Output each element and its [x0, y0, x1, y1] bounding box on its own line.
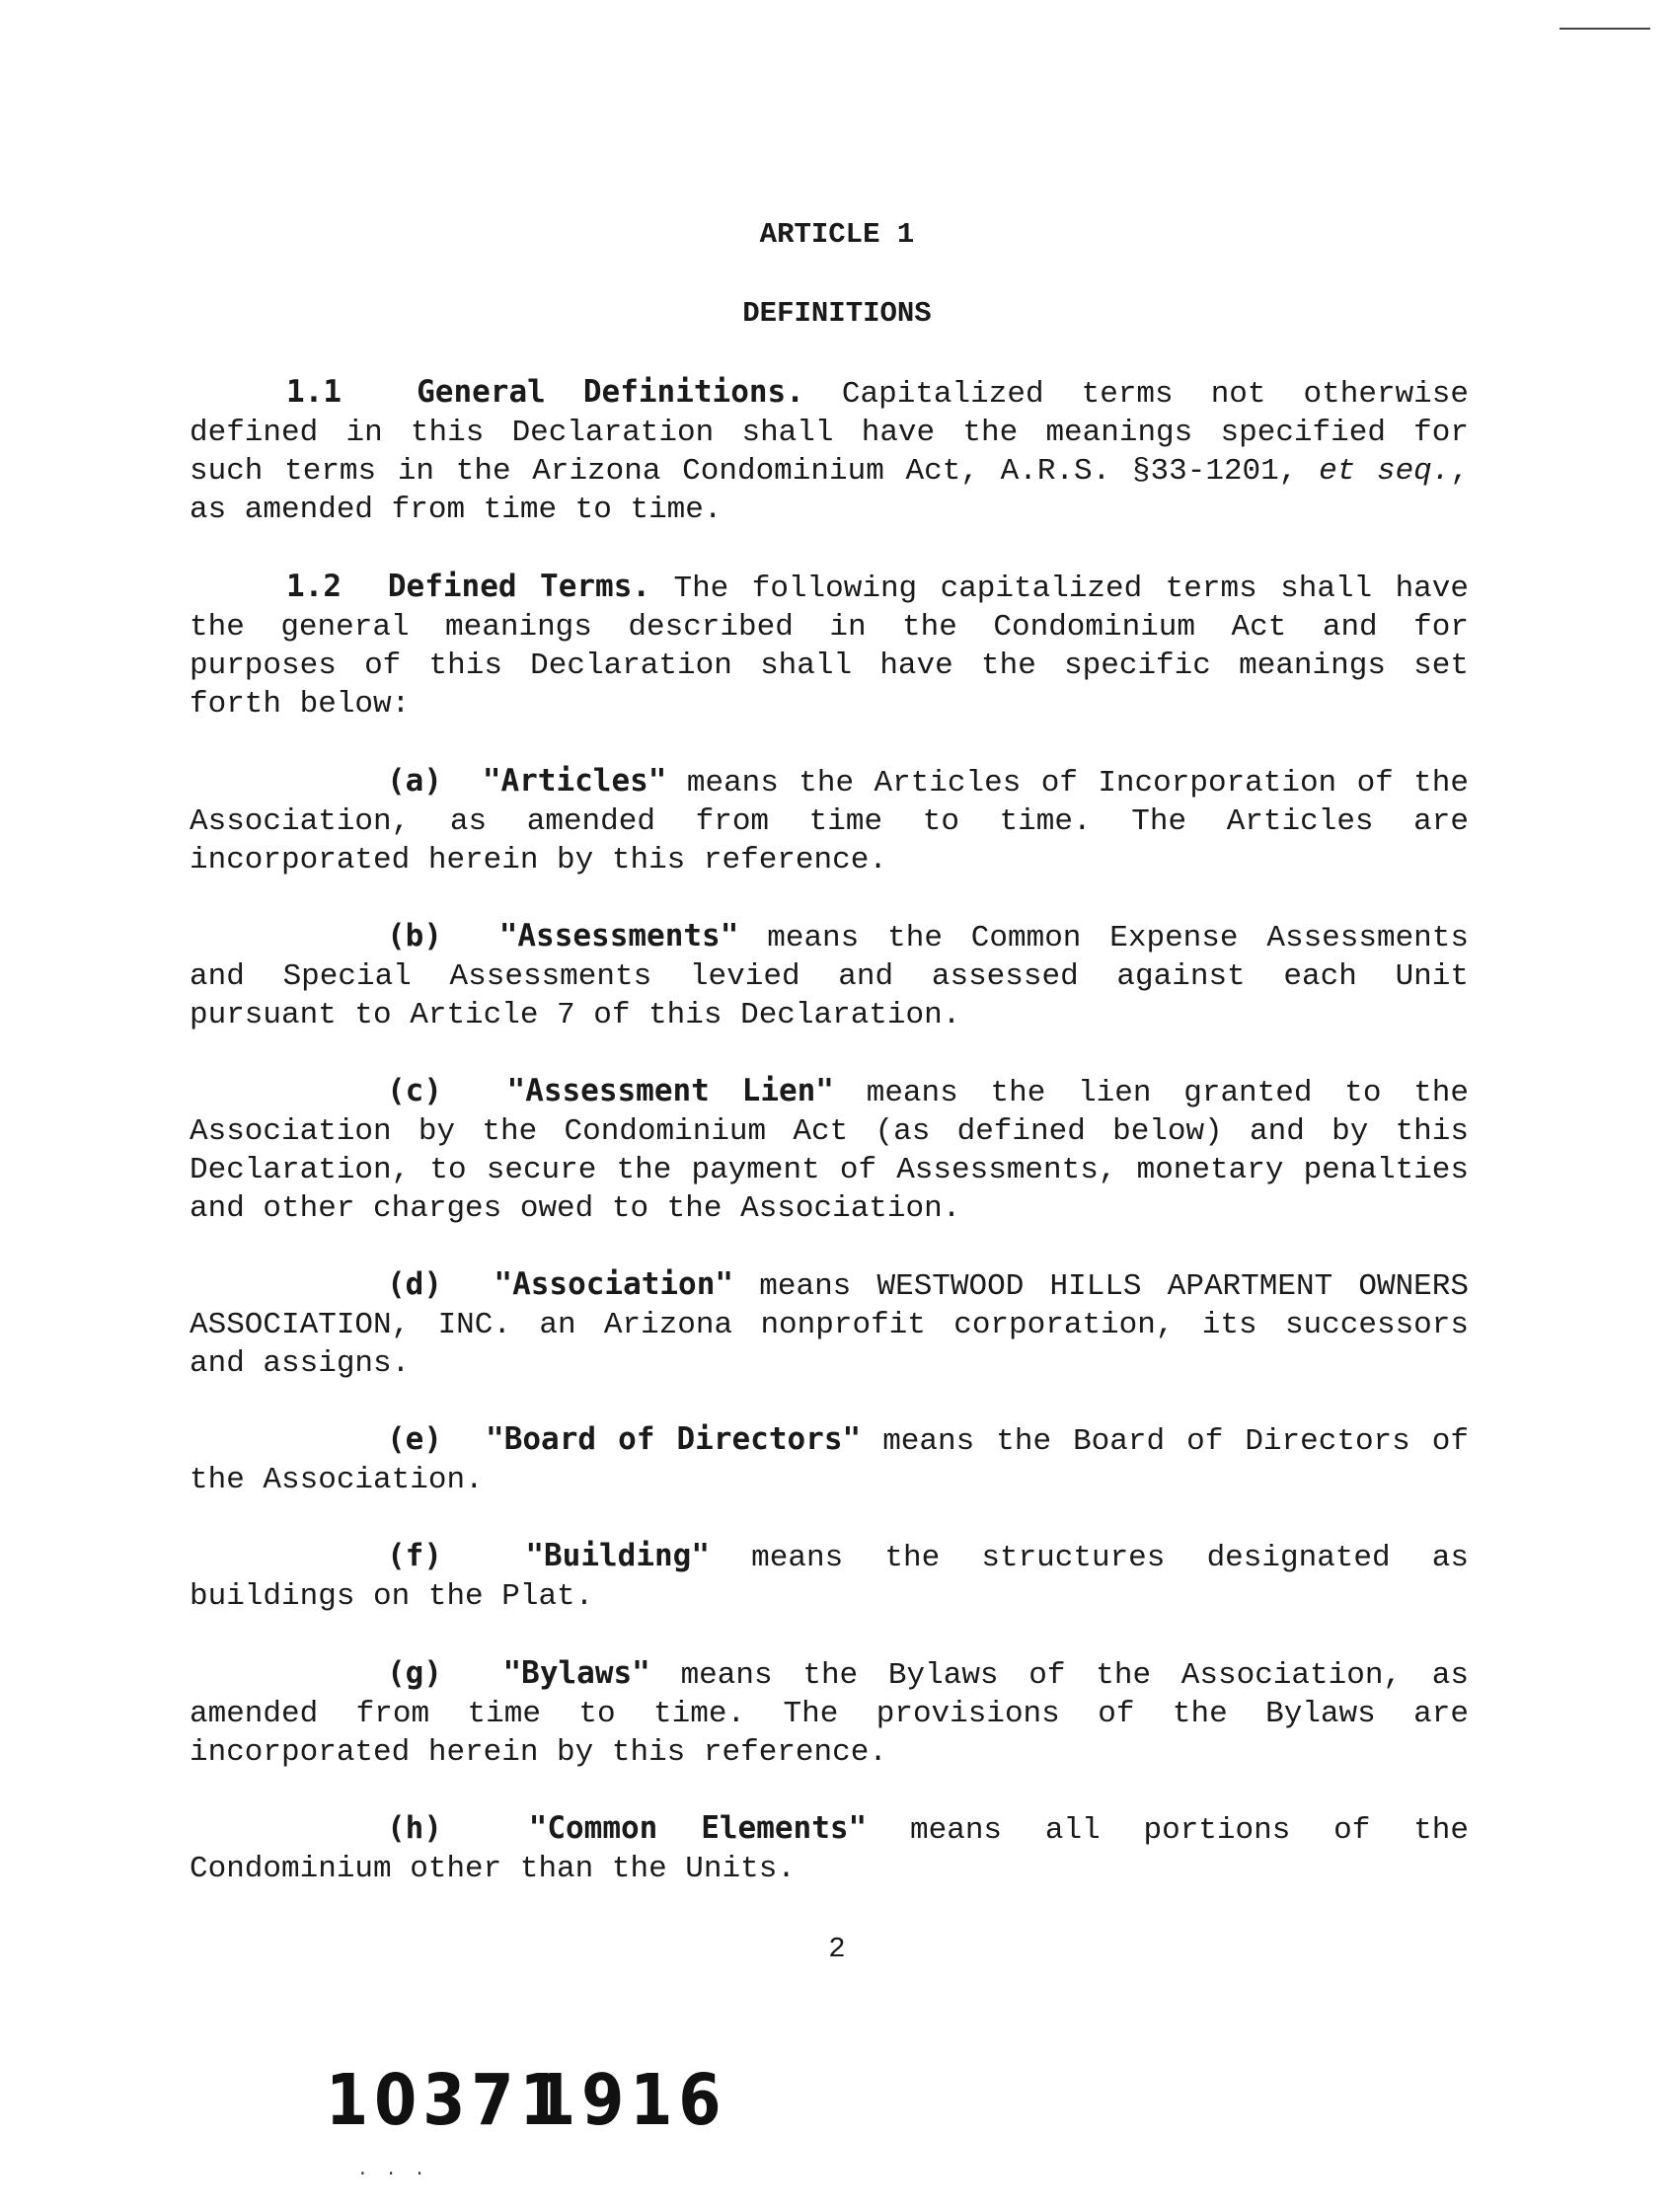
definition-term: "Board of Directors" — [486, 1421, 862, 1457]
definition-text: means all portions of the Condominium other than the Units. — [190, 1813, 1469, 1886]
definition-h — [190, 1809, 1469, 1888]
definition-term: "Building" — [525, 1538, 710, 1573]
definition-label: (h) — [387, 1810, 442, 1846]
section-heading: Defined Terms. — [387, 569, 651, 604]
section-text-end: , as amended from time to time. — [190, 454, 1469, 527]
section-text: The following capitalized terms shall have the general meanings described in the Condominium Act and for purposes of this Declaration shall have the specific meanings set forth below: — [190, 572, 1469, 722]
recording-book-stamp: 10371 — [326, 2058, 569, 2142]
section-1-1 — [190, 373, 1469, 529]
definition-label: (g) — [387, 1655, 442, 1691]
definition-term: "Assessment Lien" — [506, 1073, 834, 1108]
definition-text: means the Board of Directors of the Association. — [190, 1424, 1469, 1497]
section-number: 1.2 — [286, 569, 342, 604]
definition-e — [190, 1420, 1469, 1499]
definition-term: "Articles" — [482, 763, 667, 799]
definition-text: means the Articles of Incorporation of the Association, as amended from time to time. The Articles are incorporated herein by this reference. — [190, 766, 1469, 877]
definition-term: "Association" — [494, 1266, 734, 1302]
section-1-2 — [190, 568, 1469, 724]
definition-text: means the Common Expense Assessments and Special Assessments levied and assessed against each Unit pursuant to Article 7 of this Declaration. — [190, 921, 1469, 1032]
definition-term: "Assessments" — [498, 918, 739, 953]
corner-mark — [1560, 28, 1650, 30]
definition-text: means the structures designated as buildings on the Plat. — [190, 1541, 1469, 1614]
definition-label: (e) — [387, 1421, 442, 1457]
definition-a — [190, 762, 1469, 879]
article-title: DEFINITIONS — [742, 297, 932, 330]
recording-page-stamp: 1916 — [533, 2058, 727, 2142]
definition-f — [190, 1537, 1469, 1616]
definition-label: (c) — [387, 1073, 442, 1108]
definition-text: means the lien granted to the Association by the Condominium Act (as defined below) and by this Declaration, to secure the payment of Assessments, monetary penalties and other charges owed to the Association. — [190, 1076, 1469, 1226]
definition-term: "Bylaws" — [502, 1655, 650, 1691]
section-heading: General Definitions. — [417, 374, 804, 410]
definition-label: (b) — [387, 918, 442, 953]
definition-c — [190, 1072, 1469, 1228]
definition-text: means the Bylaws of the Association, as amended from time to time. The provisions of the Bylaws are incorporated herein by this reference. — [190, 1658, 1469, 1770]
stamp-underline-dots: ... — [357, 2161, 443, 2180]
section-text-italic: et seq. — [1319, 454, 1451, 489]
definition-label: (d) — [387, 1266, 442, 1302]
definition-term: "Common Elements" — [528, 1810, 868, 1846]
definition-label: (f) — [387, 1538, 442, 1573]
definition-d — [190, 1265, 1469, 1383]
definition-text: means WESTWOOD HILLS APARTMENT OWNERS ASSOCIATION, INC. an Arizona nonprofit corporation, its successors and assigns. — [190, 1269, 1469, 1381]
page-number: 2 — [828, 1933, 846, 1965]
definition-label: (a) — [387, 763, 442, 799]
article-heading: ARTICLE 1 — [759, 218, 915, 251]
section-text: Capitalized terms not otherwise defined in this Declaration shall have the meanings specified for such terms in the Arizona Condominium Act, A.R.S. §33-1201, — [190, 377, 1469, 489]
definition-b — [190, 917, 1469, 1034]
section-number: 1.1 — [286, 374, 342, 410]
definition-g — [190, 1654, 1469, 1772]
